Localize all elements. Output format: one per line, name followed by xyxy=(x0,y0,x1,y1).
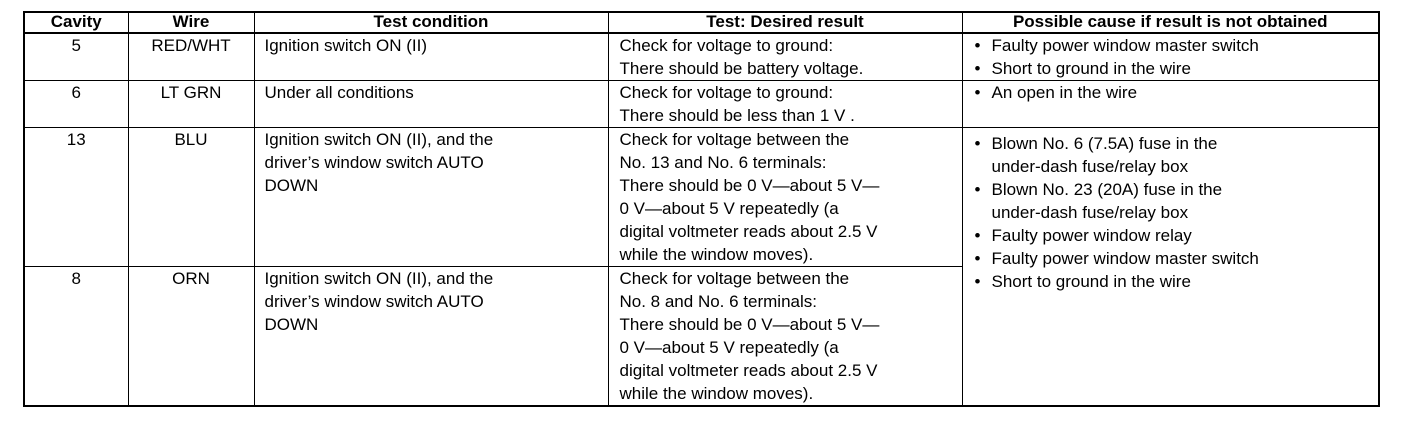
cause-list xyxy=(963,132,1379,293)
cause-text: Short to ground in the wire xyxy=(991,59,1191,78)
header-cavity: Cavity xyxy=(24,12,128,33)
cause-text: Blown No. 23 (20A) fuse in the under-dash fuse/relay box xyxy=(991,180,1223,222)
result-cell xyxy=(608,128,962,267)
cavity-value: 5 xyxy=(71,36,81,55)
wire-value: RED/WHT xyxy=(151,36,231,55)
header-test-condition: Test condition xyxy=(254,12,608,33)
table-row xyxy=(24,128,1379,267)
result-text: Check for voltage between the No. 8 and No. 6 terminals: There should be 0 V—about 5 V— 0 V—about 5 V repeatedly (a digital voltmeter reads about 2.5 V while the window moves). xyxy=(619,269,880,403)
bullet-icon: • xyxy=(974,59,981,78)
cause-text: Faulty power window master switch xyxy=(991,36,1259,55)
cause-cell xyxy=(962,81,1379,128)
list-item xyxy=(975,270,1379,293)
cavity-value: 6 xyxy=(71,83,81,102)
condition-text: Under all conditions xyxy=(264,83,414,102)
bullet-icon: • xyxy=(974,249,981,268)
result-cell xyxy=(608,81,962,128)
cause-list xyxy=(963,34,1379,80)
bullet-icon: • xyxy=(974,180,981,199)
condition-cell xyxy=(254,33,608,81)
wire-value: LT GRN xyxy=(160,83,222,102)
list-item xyxy=(975,34,1379,57)
wiring-test-table xyxy=(23,11,1380,407)
cause-list xyxy=(963,81,1379,104)
cause-cell xyxy=(962,33,1379,81)
condition-text: Ignition switch ON (II), and the driver’s window switch AUTO DOWN xyxy=(264,130,494,195)
cause-text: Short to ground in the wire xyxy=(991,272,1191,291)
list-item xyxy=(975,81,1379,104)
result-text: Check for voltage to ground: There should be battery voltage. xyxy=(619,36,864,78)
result-text: Check for voltage between the No. 13 and No. 6 terminals: There should be 0 V—about 5 V— 0 V—about 5 V repeatedly (a digital voltmeter reads about 2.5 V while the window moves). xyxy=(619,130,880,264)
cavity-cell xyxy=(24,267,128,407)
bullet-icon: • xyxy=(974,134,981,153)
wire-cell xyxy=(128,33,254,81)
result-cell xyxy=(608,33,962,81)
bullet-icon: • xyxy=(974,36,981,55)
cause-text: Faulty power window relay xyxy=(991,226,1192,245)
result-text: Check for voltage to ground: There should be less than 1 V . xyxy=(619,83,855,125)
result-cell xyxy=(608,267,962,407)
wire-value: ORN xyxy=(172,269,210,288)
bullet-icon: • xyxy=(974,226,981,245)
cavity-cell xyxy=(24,33,128,81)
wire-value: BLU xyxy=(174,130,208,149)
condition-cell xyxy=(254,81,608,128)
header-possible-cause: Possible cause if result is not obtained xyxy=(962,12,1379,33)
wire-cell xyxy=(128,267,254,407)
cause-text: Blown No. 6 (7.5A) fuse in the under-dash fuse/relay box xyxy=(991,134,1218,176)
list-item xyxy=(975,224,1379,247)
condition-text: Ignition switch ON (II), and the driver’s window switch AUTO DOWN xyxy=(264,269,494,334)
list-item xyxy=(975,57,1379,80)
wire-cell xyxy=(128,128,254,267)
list-item xyxy=(975,247,1379,270)
header-desired-result: Test: Desired result xyxy=(608,12,962,33)
condition-text: Ignition switch ON (II) xyxy=(264,36,427,55)
list-item xyxy=(975,178,1379,224)
cavity-value: 8 xyxy=(71,269,81,288)
wire-cell xyxy=(128,81,254,128)
list-item xyxy=(975,132,1379,178)
header-wire: Wire xyxy=(128,12,254,33)
shared-cause-cell xyxy=(962,128,1379,407)
cavity-cell xyxy=(24,81,128,128)
cavity-value: 13 xyxy=(66,130,86,149)
table-row xyxy=(24,33,1379,81)
cavity-cell xyxy=(24,128,128,267)
condition-cell xyxy=(254,267,608,407)
cause-text: An open in the wire xyxy=(991,83,1138,102)
bullet-icon: • xyxy=(974,83,981,102)
bullet-icon: • xyxy=(974,272,981,291)
table-row xyxy=(24,81,1379,128)
condition-cell xyxy=(254,128,608,267)
header-row xyxy=(24,12,1379,33)
cause-text: Faulty power window master switch xyxy=(991,249,1259,268)
